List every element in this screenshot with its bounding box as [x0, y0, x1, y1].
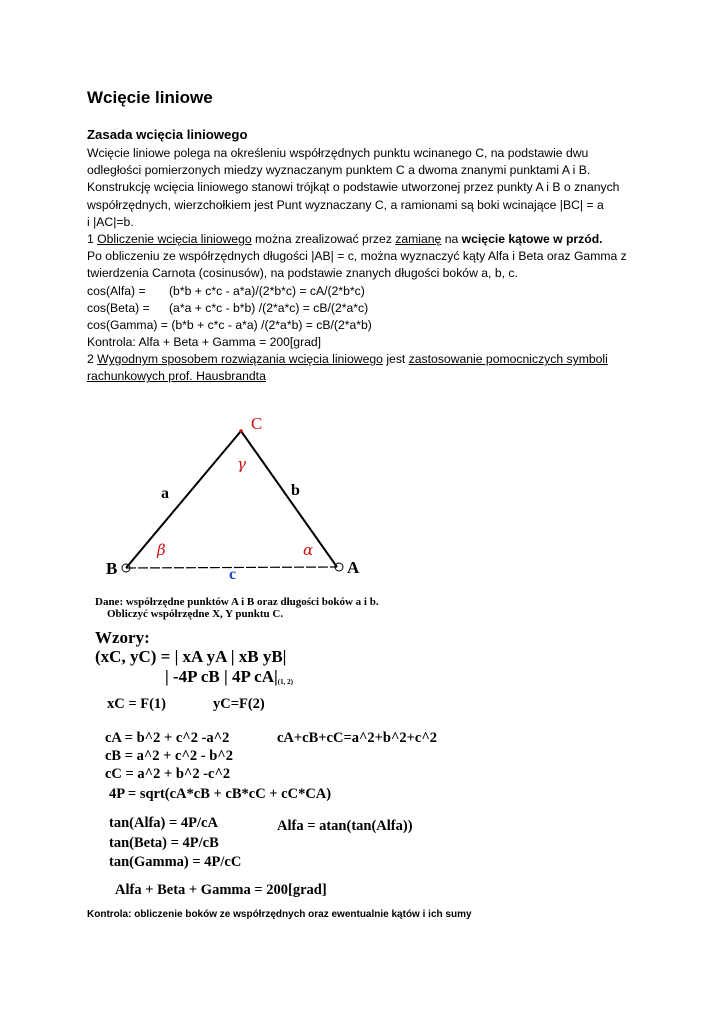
point-c-marker: [239, 429, 243, 433]
dane-line: Dane: współrzędne punktów A i B oraz długości boków a i b.: [95, 596, 379, 608]
step-1-text-na: na: [444, 231, 459, 246]
section-heading: Zasada wcięcia liniowego: [87, 127, 248, 142]
yc-formula: yC=F(2): [213, 696, 265, 712]
triangle-diagram: [95, 405, 385, 585]
cos-formula-lhs: cos(Beta) =: [87, 300, 150, 315]
cos-formula-beta: [87, 300, 647, 317]
side-b-label: b: [291, 482, 300, 499]
oblicz-line: Obliczyć współrzędne X, Y punktu C.: [107, 608, 284, 620]
paragraph-line: Konstrukcję wcięcia liniowego stanowi trójkąt o podstawie utworzonej przez punkty A i B o znanych: [87, 180, 620, 195]
step-2-line-cont: [87, 368, 647, 385]
side-a-label: a: [161, 485, 169, 502]
cos-formula-gamma: [87, 317, 647, 334]
fourp-formula: 4P = sqrt(cA*cB + cB*cC + cC*CA): [109, 786, 332, 802]
cos-formula-lhs: cos(Gamma) =: [87, 317, 168, 332]
body-text: [87, 145, 647, 386]
sum-formula: cA+cB+cC=a^2+b^2+c^2: [277, 730, 438, 746]
angle-gamma-label: γ: [237, 455, 246, 473]
angle-alpha-label: α: [303, 541, 314, 559]
formula-scan: [95, 596, 475, 898]
cos-formula-rhs: (a*a + c*c - b*b) /(2*a*c) = cB/(2*a*c): [169, 300, 369, 315]
step-1-link-zamiane[interactable]: zamianę: [395, 231, 442, 246]
step-2-link[interactable]: Wygodnym sposobem rozwiązania wcięcia liniowego: [97, 352, 383, 367]
p-formula: [165, 667, 293, 687]
cb-formula: cB = a^2 + c^2 - b^2: [105, 748, 233, 764]
xc-formula: xC = F(1): [107, 696, 166, 712]
paragraph-line: współrzędnych, wierzchołkiem jest Punt wyznaczany C, a ramionami są boki wcinające |BC| = a: [87, 197, 604, 212]
vertex-a-label: A: [347, 558, 360, 577]
step-1-number: 1: [87, 231, 94, 246]
step-1-bold: wcięcie kątowe w przód.: [461, 231, 603, 246]
side-a-line: [126, 431, 241, 568]
step-1-text: można zrealizować przez: [255, 231, 392, 246]
xy-formula: (xC, yC) = | xA yA | xB yB|: [95, 647, 287, 666]
step-1-link[interactable]: Obliczenie wcięcia liniowego: [97, 231, 252, 246]
step-2-text: jest: [386, 352, 406, 367]
atan-formula: Alfa = atan(tan(Alfa)): [277, 818, 413, 834]
cos-formula-alfa: [87, 283, 647, 300]
side-c-label: c: [229, 566, 237, 583]
wzory-heading: Wzory:: [95, 628, 150, 647]
paragraph-line: odległości pomierzonych miedzy wyznaczanym punktem C a dwoma znanymi punktami A i B.: [87, 163, 591, 178]
cos-formula-rhs: (b*b + c*c - a*a)/(2*b*c) = cA/(2*b*c): [169, 283, 365, 298]
vertex-b-label: B: [106, 559, 118, 578]
carnot-line: Po obliczeniu ze współrzędnych długości |AB| = c, można wyznaczyć kąty Alfa i Beta oraz Gamma z: [87, 249, 627, 264]
step-2-number: 2: [87, 352, 94, 367]
angle-beta-label: β: [157, 541, 166, 559]
cos-formula-rhs: (b*b + c*c - a*a) /(2*a*b) = cB/(2*a*b): [171, 317, 372, 332]
vertex-c-label: C: [251, 414, 263, 433]
carnot-line: twierdzenia Carnota (cosinusów), na podstawie znanych długości boków a, b, c.: [87, 266, 518, 281]
p-formula-sub: (1, 2): [277, 678, 293, 686]
step-2-link-hausbrandt[interactable]: rachunkowych prof. Hausbrandta: [87, 369, 266, 384]
tan-alfa-formula: tan(Alfa) = 4P/cA: [109, 815, 218, 831]
ca-formula: cA = b^2 + c^2 -a^2: [105, 730, 230, 746]
tan-beta-formula: tan(Beta) = 4P/cB: [109, 835, 219, 851]
step-2-line: [87, 351, 647, 368]
step-1-line: [87, 231, 647, 248]
cc-formula: cC = a^2 + b^2 -c^2: [105, 766, 231, 782]
sum-angles-formula: Alfa + Beta + Gamma = 200[grad]: [115, 882, 327, 898]
paragraph-line: i |AC|=b.: [87, 214, 134, 229]
tan-gamma-formula: tan(Gamma) = 4P/cC: [109, 854, 242, 870]
step-2-link-symbols[interactable]: zastosowanie pomocniczych symboli: [408, 352, 608, 367]
p-formula-text: | -4P cB | 4P cA|: [165, 667, 278, 686]
paragraph-line: Wcięcie liniowe polega na określeniu współrzędnych punktu wcinanego C, na podstawie dwu: [87, 146, 589, 160]
side-b-line: [241, 431, 337, 567]
page-title: Wcięcie liniowe: [87, 88, 213, 107]
kontrola-line: Kontrola: Alfa + Beta + Gamma = 200[grad]: [87, 335, 322, 350]
footer-note: Kontrola: obliczenie boków ze współrzędnych oraz ewentualnie kątów i ich sumy: [87, 909, 472, 920]
cos-formula-lhs: cos(Alfa) =: [87, 283, 146, 298]
